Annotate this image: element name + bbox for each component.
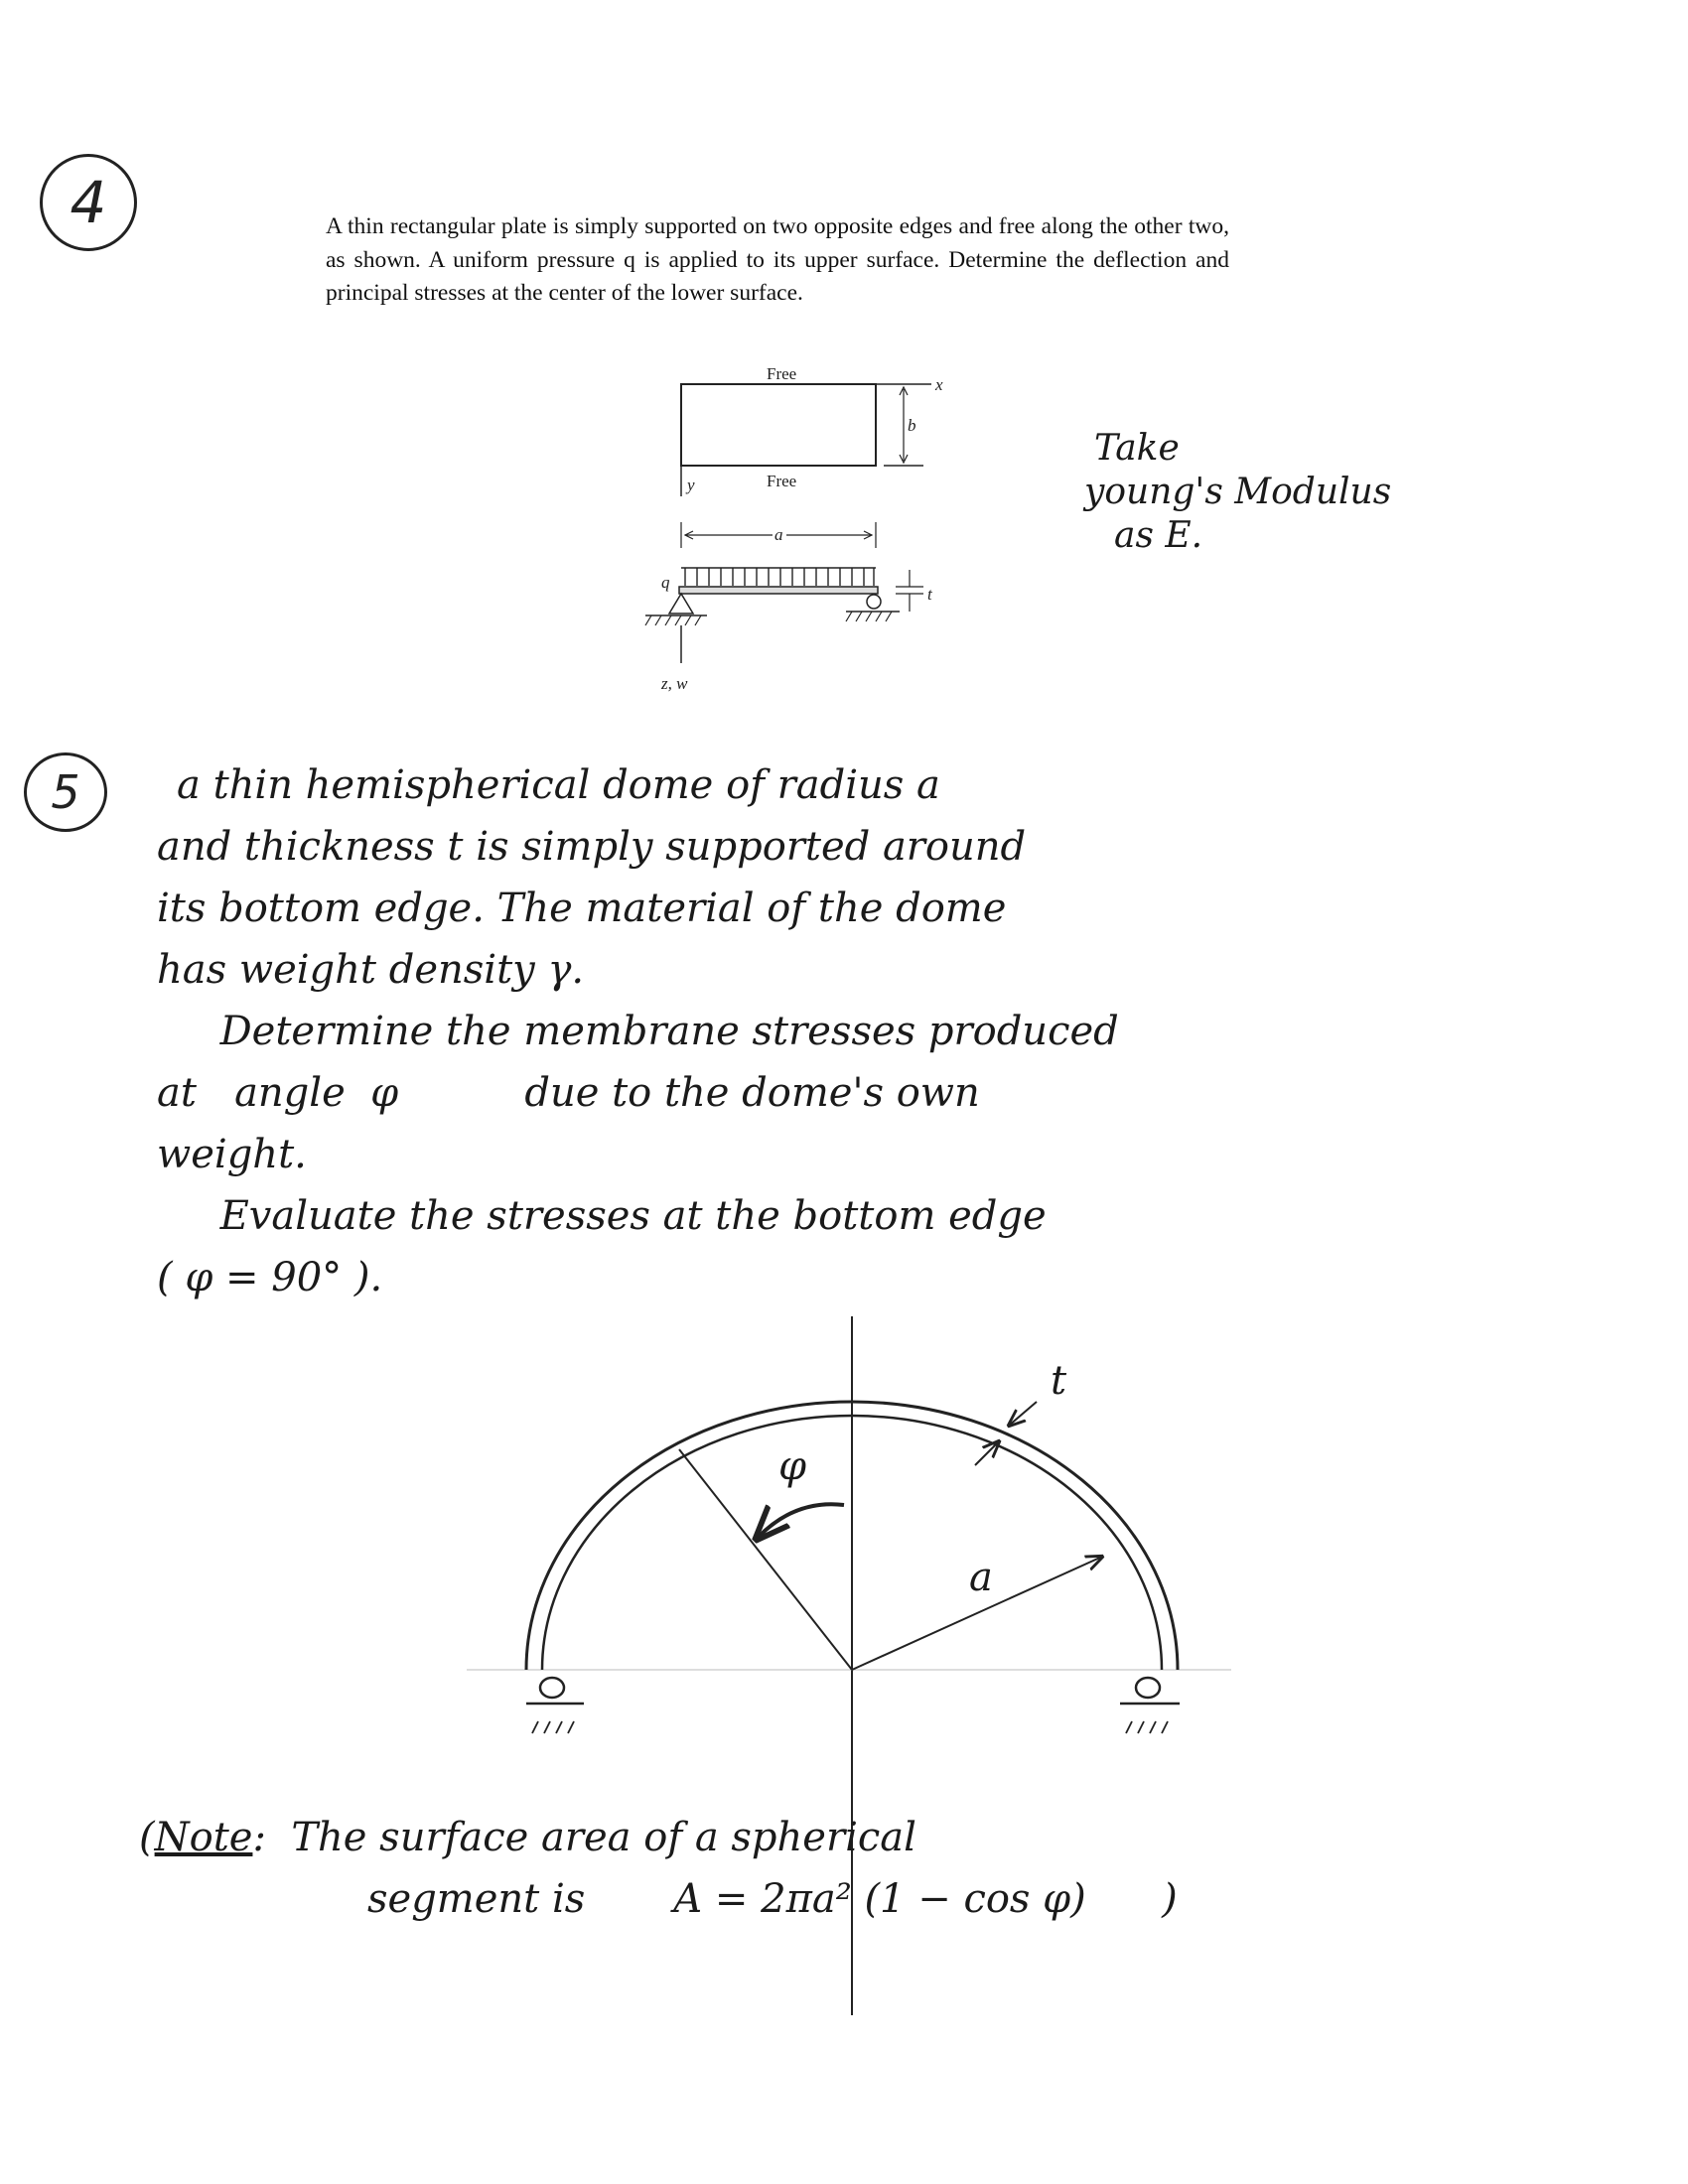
statement-line: weight.	[157, 1132, 307, 1177]
statement-line: and thickness t is simply supported around	[157, 824, 1027, 870]
note-line-1: Take	[1094, 428, 1180, 469]
a-dimension-label: a	[774, 525, 783, 544]
top-free-label: Free	[767, 364, 797, 383]
b-dimension-label: b	[908, 416, 916, 435]
surface-area-note	[139, 1807, 1529, 1930]
radius-a-label: a	[969, 1555, 993, 1600]
thickness-arrow-inner	[975, 1441, 999, 1465]
note-line-1	[139, 1807, 1529, 1868]
phi-radius-line	[679, 1449, 852, 1670]
note-open-paren: (	[139, 1815, 155, 1860]
statement-line: ( φ = 90° ).	[157, 1255, 383, 1300]
problem-4-statement: A thin rectangular plate is simply supported on two opposite edges and free along the other two, as shown. A uniform pressure q is applied to its upper surface. Determine the deflection and principal stresses at the center of the lower surface.	[326, 213, 1229, 306]
z-w-axis-label: z, w	[661, 674, 688, 693]
note-colon: :	[252, 1815, 266, 1860]
statement-line: Determine the membrane stresses produced	[157, 1009, 1119, 1054]
statement-line: its bottom edge. The material of the dome	[157, 886, 1007, 931]
note-line-2: young's Modulus	[1084, 472, 1392, 512]
thickness-arrow-outer	[1009, 1402, 1037, 1426]
note-line-3: as E.	[1114, 515, 1203, 556]
problem-4-number: 4	[40, 154, 137, 251]
thickness-t-label: t	[927, 585, 932, 604]
note-line-2: segment is A = 2πa² (1 − cos φ) )	[367, 1876, 1178, 1922]
right-support	[1136, 1678, 1160, 1698]
statement-line: has weight density γ.	[157, 947, 585, 993]
phi-label: φ	[778, 1443, 807, 1489]
statement-line: Evaluate the stresses at the bottom edge	[157, 1193, 1047, 1239]
phi-angle-arrow	[757, 1504, 844, 1539]
load-q-label: q	[661, 573, 670, 592]
left-support	[540, 1678, 564, 1698]
note-text: The surface area of a spherical	[265, 1815, 916, 1860]
problem-5-number: 5	[24, 752, 107, 832]
y-axis-label: y	[687, 476, 695, 494]
bottom-free-label: Free	[767, 472, 797, 490]
thickness-t-label: t	[1051, 1358, 1067, 1404]
x-axis-label: x	[935, 375, 943, 394]
statement-line: a thin hemispherical dome of radius a	[177, 762, 940, 808]
statement-line: at angle φ due to the dome's own	[157, 1070, 980, 1116]
note-prefix: Note	[154, 1815, 253, 1860]
